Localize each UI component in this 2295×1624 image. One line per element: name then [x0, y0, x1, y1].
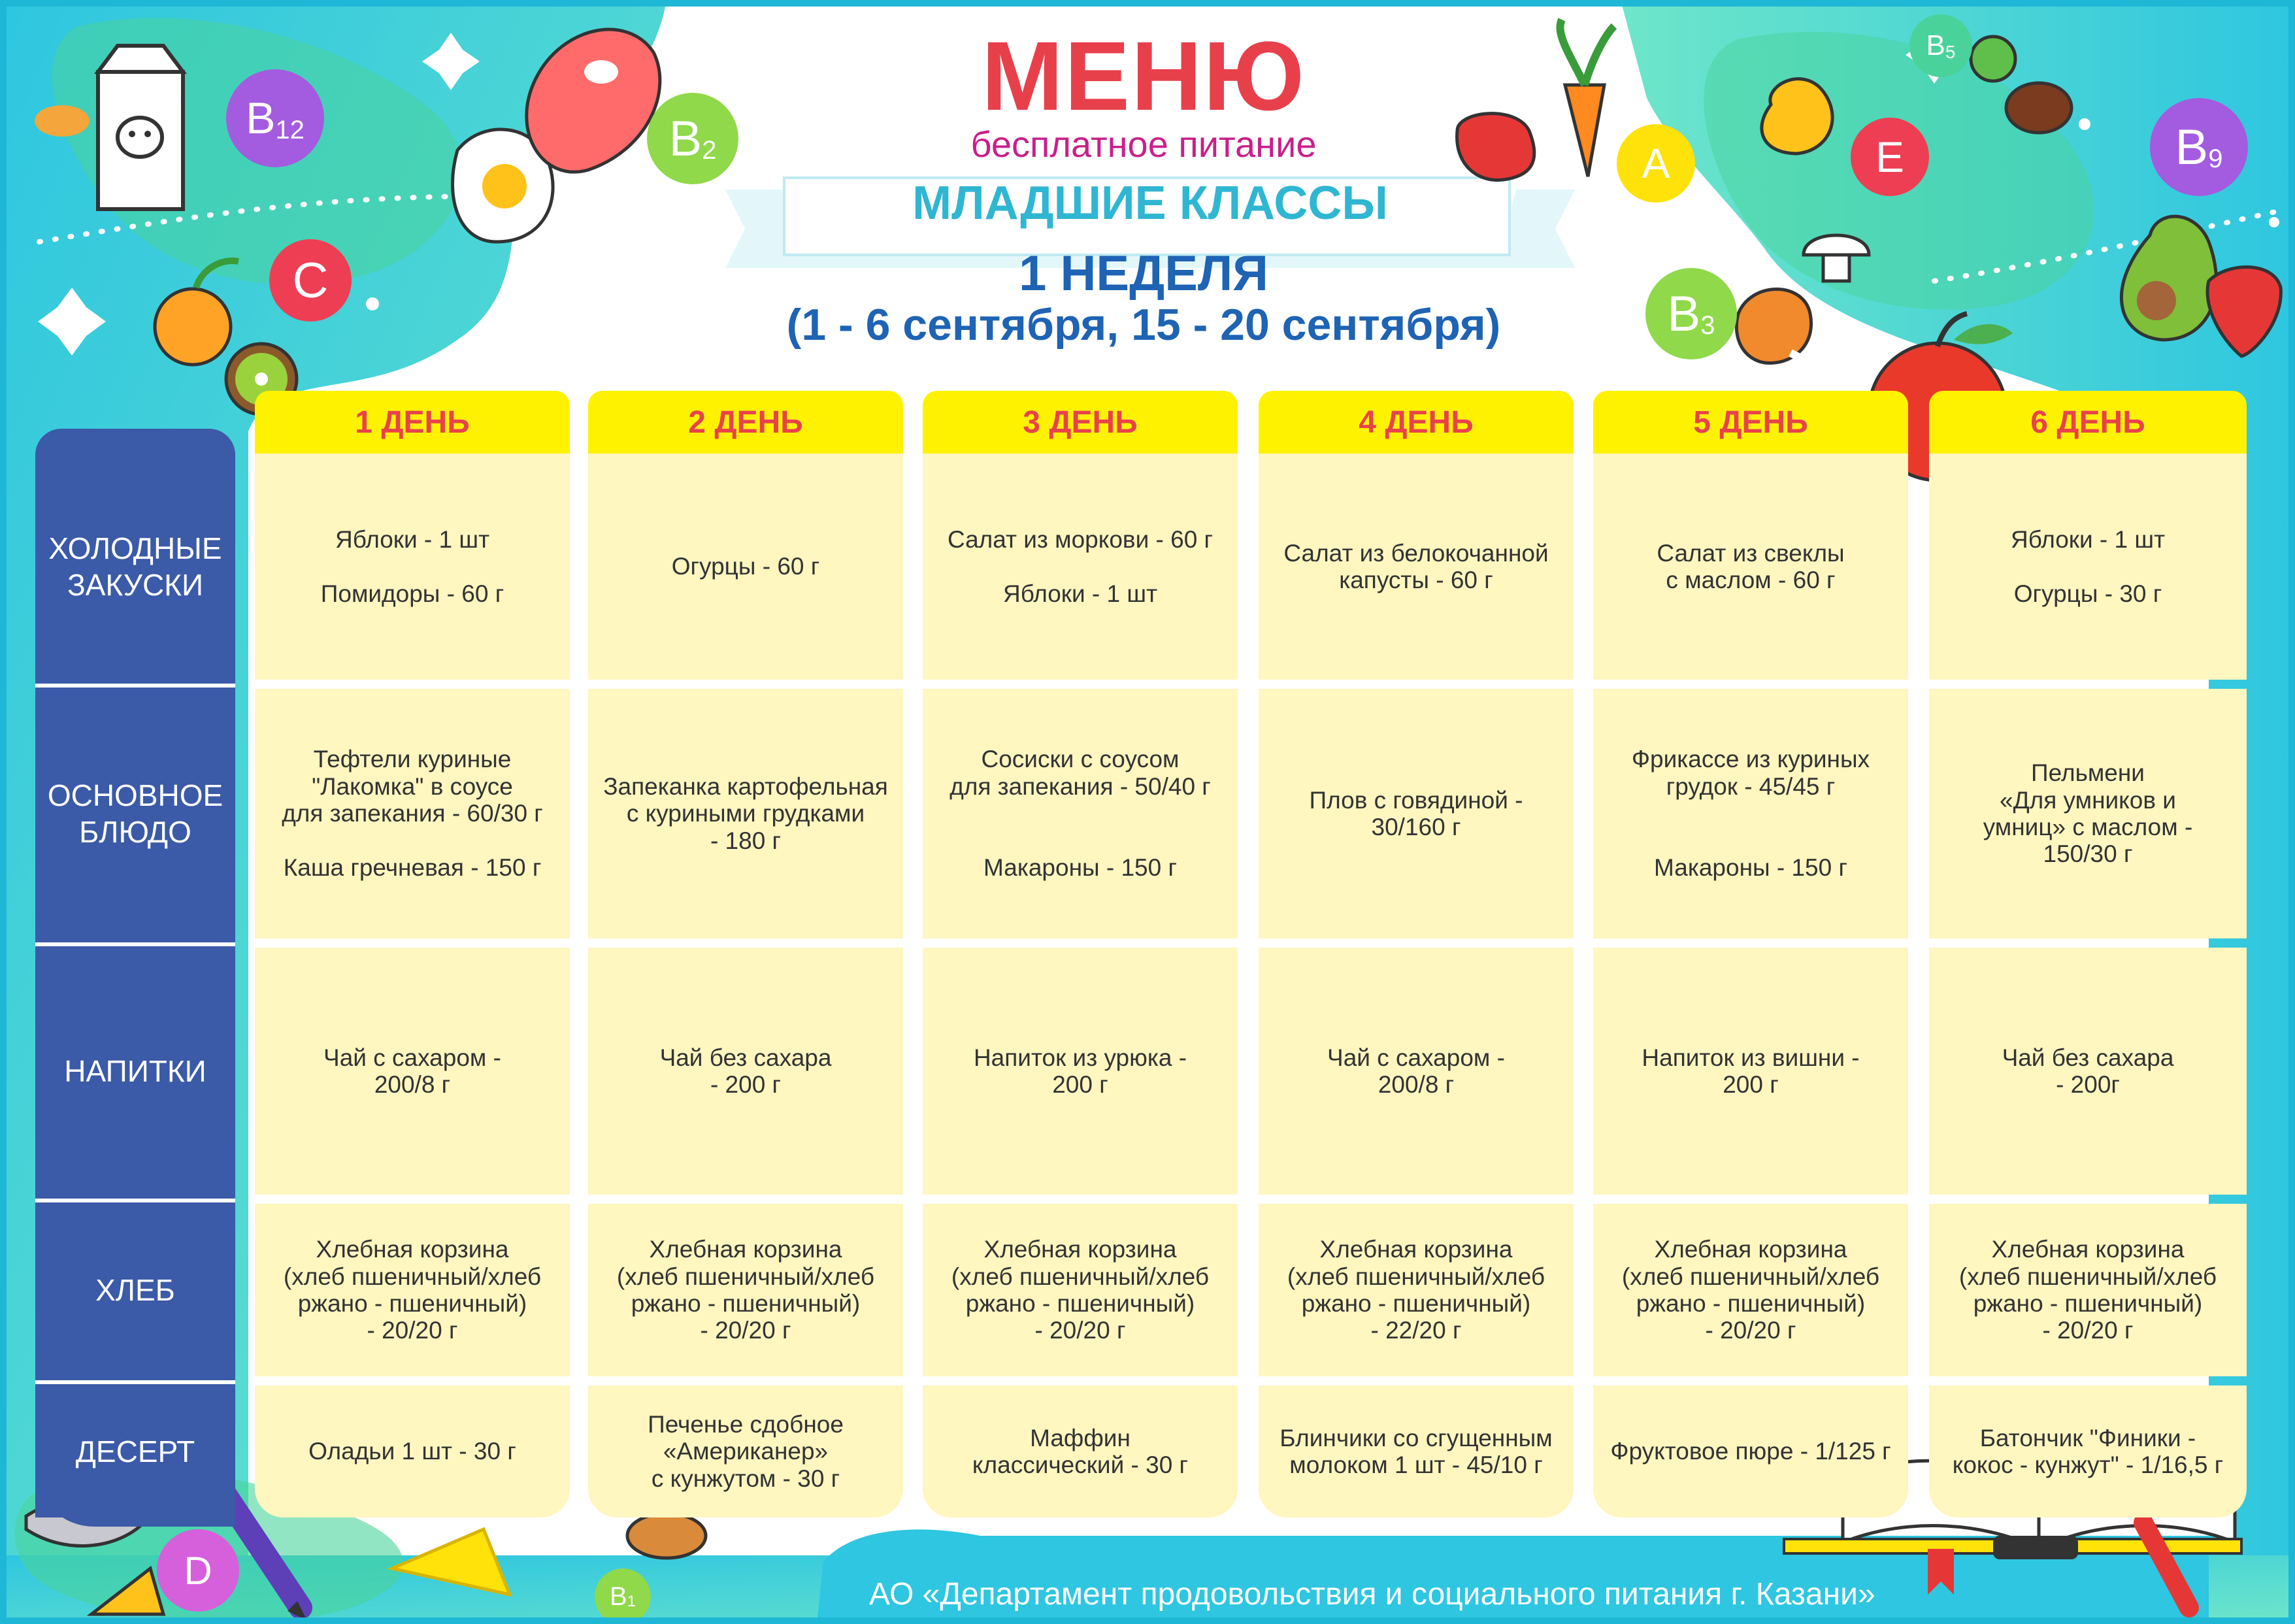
row-divider: [35, 942, 235, 946]
row-divider: [35, 1199, 235, 1202]
menu-cell-drinks-day-5: Напиток из вишни - 200 г: [1593, 948, 1908, 1195]
vitamin-badge: [2150, 98, 2248, 196]
vitamin-letter: A: [1642, 140, 1670, 187]
vitamin-subscript: 2: [702, 135, 717, 165]
menu-cell-main-course-day-2: Запеканка картофельная с куриными грудками - 180 г: [588, 689, 903, 938]
vitamin-subscript: 1: [627, 1593, 636, 1610]
day-header-6: 6 ДЕНЬ: [1929, 391, 2247, 454]
vitamin-letter: B: [2175, 119, 2209, 175]
vitamin-subscript: 12: [275, 115, 305, 144]
menu-cell-dessert-day-4: Блинчики со сгущенным молоком 1 шт - 45/10 г: [1259, 1385, 1574, 1517]
row-label-cold-snacks: ХОЛОДНЫЕ ЗАКУСКИ: [35, 454, 235, 680]
vitamin-letter: B: [246, 93, 276, 143]
menu-cell-bread-day-5: Хлебная корзина (хлеб пшеничный/хлеб ржано - пшеничный) - 20/20 г: [1593, 1204, 1908, 1376]
vitamin-subscript: 3: [1700, 310, 1715, 340]
menu-cell-bread-day-6: Хлебная корзина (хлеб пшеничный/хлеб ржано - пшеничный) - 20/20 г: [1929, 1204, 2247, 1376]
row-label-drinks: НАПИТКИ: [35, 948, 235, 1195]
vitamin-letter: D: [184, 1548, 212, 1593]
menu-cell-bread-day-3: Хлебная корзина (хлеб пшеничный/хлеб ржано - пшеничный) - 20/20 г: [923, 1204, 1238, 1376]
row-label-dessert: ДЕСЕРТ: [35, 1385, 235, 1517]
menu-cell-dessert-day-5: Фруктовое пюре - 1/125 г: [1593, 1385, 1908, 1517]
vitamin-letter: C: [292, 252, 329, 308]
menu-cell-dessert-day-3: Маффин классический - 30 г: [923, 1385, 1238, 1517]
ribbon-label: МЛАДШИЕ КЛАССЫ: [912, 177, 1388, 229]
vitamin-badge: [1851, 118, 1929, 196]
vitamin-badge: [226, 69, 324, 167]
vitamin-subscript: 5: [1945, 42, 1956, 62]
vitamin-letter: B: [1667, 286, 1701, 342]
vitamin-letter: B: [1926, 29, 1945, 61]
row-label-main-course: ОСНОВНОЕ БЛЮДО: [35, 689, 235, 938]
page-title: МЕНЮ: [981, 21, 1306, 131]
bread-roll-icon: [35, 105, 90, 137]
pepper-icon: [1457, 114, 1534, 180]
vitamin-badge: [647, 93, 738, 184]
menu-cell-bread-day-1: Хлебная корзина (хлеб пшеничный/хлеб ржано - пшеничный) - 20/20 г: [255, 1204, 570, 1376]
date-range: (1 - 6 сентября, 15 - 20 сентября): [786, 300, 1501, 350]
day-header-2: 2 ДЕНЬ: [588, 391, 903, 454]
menu-cell-drinks-day-4: Чай с сахаром - 200/8 г: [1259, 948, 1574, 1195]
row-divider: [35, 1380, 235, 1384]
day-header-1: 1 ДЕНЬ: [255, 391, 570, 454]
vitamin-letter: B: [609, 1582, 627, 1611]
menu-cell-main-course-day-5: Фрикассе из куриных грудок - 45/45 г Макароны - 150 г: [1593, 689, 1908, 938]
vitamin-subscript: 9: [2208, 144, 2223, 173]
menu-cell-dessert-day-2: Печенье сдобное «Американер» с кунжутом - 30 г: [588, 1385, 903, 1517]
row-label-bread: ХЛЕБ: [35, 1204, 235, 1376]
menu-cell-drinks-day-2: Чай без сахара - 200 г: [588, 948, 903, 1195]
oil-bottle-icon: [1762, 79, 1832, 154]
vitamin-letter: E: [1875, 133, 1905, 181]
menu-cell-main-course-day-4: Плов с говядиной - 30/160 г: [1259, 689, 1574, 938]
meat-piece-icon: [2006, 83, 2072, 133]
menu-cell-main-course-day-1: Тефтели куриные "Лакомка" в соусе для запекания - 60/30 г Каша гречневая - 150 г: [255, 689, 570, 938]
menu-cell-cold-snacks-day-3: Салат из моркови - 60 г Яблоки - 1 шт: [923, 454, 1238, 680]
milk-carton-icon: [98, 46, 183, 209]
vitamin-badge: [595, 1568, 651, 1624]
vitamin-badge: [1645, 268, 1737, 359]
page-subtitle: бесплатное питание: [970, 124, 1317, 165]
row-divider: [35, 684, 235, 688]
day-header-5: 5 ДЕНЬ: [1593, 391, 1908, 454]
vitamin-badge: [1909, 14, 1972, 77]
menu-cell-cold-snacks-day-2: Огурцы - 60 г: [588, 454, 903, 680]
menu-cell-main-course-day-3: Сосиски с соусом для запекания - 50/40 г Макароны - 150 г: [923, 689, 1238, 938]
menu-cell-main-course-day-6: Пельмени «Для умников и умниц» с маслом - 150/30 г: [1929, 689, 2247, 938]
menu-cell-cold-snacks-day-6: Яблоки - 1 шт Огурцы - 30 г: [1929, 454, 2247, 680]
menu-cell-cold-snacks-day-5: Салат из свеклы с маслом - 60 г: [1593, 454, 1908, 680]
vitamin-badge: [269, 239, 352, 322]
menu-cell-cold-snacks-day-1: Яблоки - 1 шт Помидоры - 60 г: [255, 454, 570, 680]
menu-cell-dessert-day-1: Оладьи 1 шт - 30 г: [255, 1385, 570, 1517]
menu-cell-drinks-day-1: Чай с сахаром - 200/8 г: [255, 948, 570, 1195]
menu-cell-bread-day-2: Хлебная корзина (хлеб пшеничный/хлеб ржано - пшеничный) - 20/20 г: [588, 1204, 903, 1376]
broccoli-icon: [1971, 37, 2015, 81]
menu-cell-drinks-day-6: Чай без сахара - 200г: [1929, 948, 2247, 1195]
menu-cell-dessert-day-6: Батончик "Финики - кокос - кунжут" - 1/16,5 г: [1929, 1385, 2247, 1517]
vitamin-badge: [1617, 124, 1695, 203]
day-header-4: 4 ДЕНЬ: [1259, 391, 1574, 454]
footer-organization: АО «Департамент продовольствия и социального питания г. Казани»: [869, 1577, 1875, 1612]
day-header-3: 3 ДЕНЬ: [923, 391, 1238, 454]
vitamin-badge: [157, 1529, 239, 1612]
week-label: 1 НЕДЕЛЯ: [1019, 246, 1268, 301]
menu-cell-cold-snacks-day-4: Салат из белокочанной капусты - 60 г: [1259, 454, 1574, 680]
menu-cell-bread-day-4: Хлебная корзина (хлеб пшеничный/хлеб ржано - пшеничный) - 22/20 г: [1259, 1204, 1574, 1376]
bread-loaf-icon: [627, 1514, 706, 1558]
menu-cell-drinks-day-3: Напиток из урюка - 200 г: [923, 948, 1238, 1195]
vitamin-letter: B: [669, 110, 702, 167]
